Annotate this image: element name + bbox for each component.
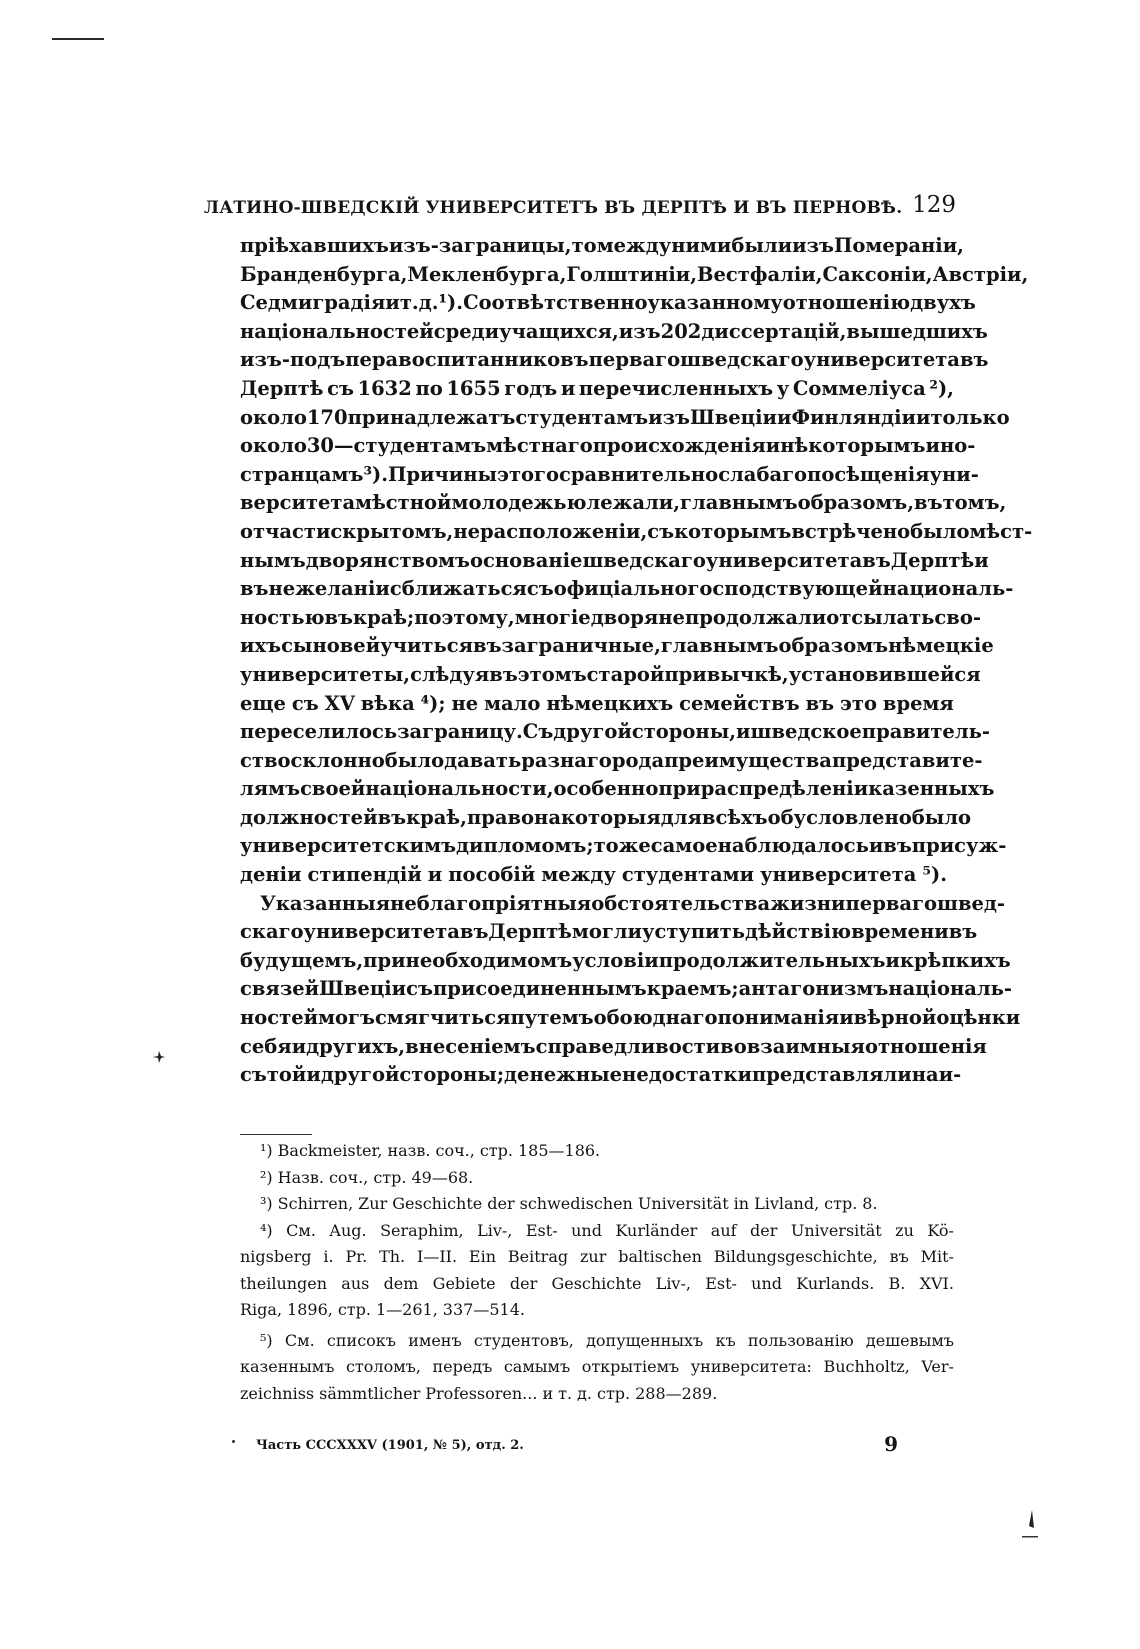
text-line: скаго университета въ Дерптѣ могли уступить дѣйствію времени въ	[240, 920, 978, 944]
text-line: ство склонно было давать разнаго рода преимущества представите-	[240, 748, 983, 772]
text-line: Бранденбурга, Мекленбурга, Голштиніи, Вестфаліи, Саксоніи, Австріи,	[240, 262, 1029, 286]
text-line: Указанныя неблагопріятныя обстоятельства жизни перваго швед-	[260, 891, 1006, 915]
text-line: должностей въ краѣ, право на которыя для всѣхъ обусловлено было	[240, 805, 972, 829]
ink-mark	[1020, 1508, 1040, 1540]
footnote-line: Riga, 1896, стр. 1—261, 337—514.	[240, 1300, 525, 1319]
page-header	[204, 192, 956, 226]
text-line: университетскимъ дипломомъ; то же самое наблюдалось и въ присуж-	[240, 834, 1007, 858]
page-number: 129	[912, 192, 956, 218]
footnote-line: nigsberg i. Pr. Th. I—II. Ein Beitrag zur baltischen Bildungsgeschichte, въ Mit-	[240, 1247, 954, 1266]
text-line: Дерптѣ съ 1632 по 1655 годъ и перечисленныхъ у Соммеліуса ²),	[240, 376, 954, 400]
footnote-line: казеннымъ столомъ, передъ самымъ открытіемъ университета: Buchholtz, Ver-	[240, 1357, 954, 1376]
text-line: отчасти скрытомъ, нерасположеніи, съ которымъ встрѣчено было мѣст-	[240, 519, 1033, 543]
text-line: національностей среди учащихся, изъ 202 диссертацій, вышедшихъ	[240, 319, 988, 343]
text-line: около 30—студентамъ мѣстнаго происхожденія и нѣкоторымъ ино-	[240, 434, 976, 458]
corner-rule	[52, 38, 104, 40]
footnote-line: ⁵) См. списокъ именъ студентовъ, допущенныхъ къ пользованію дешевымъ	[260, 1330, 954, 1350]
text-line: связей Швеціи съ присоединеннымъ краемъ; антагонизмъ національ-	[240, 977, 1013, 1001]
text-line: около 170 принадлежатъ студентамъ изъ Швеціи и Финляндіи и только	[240, 405, 1010, 429]
text-line: будущемъ, при необходимомъ условіи продолжительныхъ и крѣпкихъ	[240, 948, 1011, 972]
text-line: съ той и другой стороны; денежные недостатки представляли наи-	[240, 1063, 962, 1087]
footnote-line: zeichniss sämmtlicher Professoren... и т. д. стр. 288—289.	[240, 1383, 718, 1403]
text-line: ихъ сыновей учиться въ заграничные, главнымъ образомъ нѣмецкіе	[240, 634, 994, 658]
footnote-rule	[240, 1134, 312, 1135]
text-line: нымъ дворянствомъ основаніе шведскаго университета въ Дерптѣ и	[240, 548, 989, 572]
running-title: ЛАТИНО-ШВЕДСКІЙ УНИВЕРСИТЕТЪ ВЪ ДЕРПТѢ И ВЪ ПЕРНОВѢ.	[204, 198, 903, 218]
text-line: себя и другихъ, внесеніемъ справедливости во взаимныя отношенія	[240, 1034, 987, 1058]
text-line: переселилось заграницу. Съ другой стороны, и шведское правитель-	[240, 720, 990, 744]
sheet-number: 9	[884, 1432, 898, 1456]
ink-blot	[152, 1050, 166, 1064]
text-line: деніи стипендій и пособій между студентами университета ⁵).	[240, 863, 947, 887]
text-line: пріѣхавшихъ изъ-за границы, то между ними были изъ Помераніи,	[240, 234, 964, 257]
text-line: Седмиградія и т. д. ¹). Соотвѣтственно указанному отношенію двухъ	[240, 291, 976, 315]
main-text	[240, 232, 1033, 1090]
printer-signature: Часть CCCXXXV (1901, № 5), отд. 2.	[256, 1438, 524, 1453]
page-footer	[232, 1432, 898, 1462]
text-line: лямъ своей національности, особенно при распредѣленіи казенныхъ	[240, 777, 995, 801]
text-line: еще съ XV вѣка ⁴); не мало нѣмецкихъ семействъ въ это время	[240, 691, 954, 715]
text-line: изъ-подъ пера воспитанниковъ перваго шведскаго университета въ	[240, 348, 989, 372]
footnotes	[240, 1138, 954, 1407]
text-line: ностей могъ смягчиться путемъ обоюднаго пониманія и вѣрной оцѣнки	[240, 1006, 1021, 1030]
footnote-line: theilungen aus dem Gebiete der Geschichte Liv-, Est- und Kurlands. B. XVI.	[240, 1273, 954, 1293]
footnote-line: ⁴) См. Aug. Seraphim, Liv-, Est- und Kurländer auf der Universität zu Kö-	[260, 1220, 954, 1240]
footnote-line: ³) Schirren, Zur Geschichte der schwedischen Universität in Livland, стр. 8.	[260, 1194, 878, 1213]
text-line: въ нежеланіи сближаться съ офиціально господствующей националь-	[240, 577, 1014, 601]
footnote-line: ²) Назв. соч., стр. 49—68.	[260, 1167, 474, 1187]
text-line: ностью въ краѣ; поэтому, многіе дворяне продолжали отсылать сво-	[240, 605, 981, 629]
text-line: странцамъ ³). Причины этого сравнительно слабаго посѣщенія уни-	[240, 462, 979, 486]
text-line: верситета мѣстной молодежью лежали, главнымъ образомъ, въ томъ,	[240, 491, 1007, 515]
footnote-line: ¹) Backmeister, назв. соч., стр. 185—186.	[260, 1141, 601, 1160]
text-line: университеты, слѣдуя въ этомъ старой привычкѣ, установившейся	[240, 662, 981, 686]
